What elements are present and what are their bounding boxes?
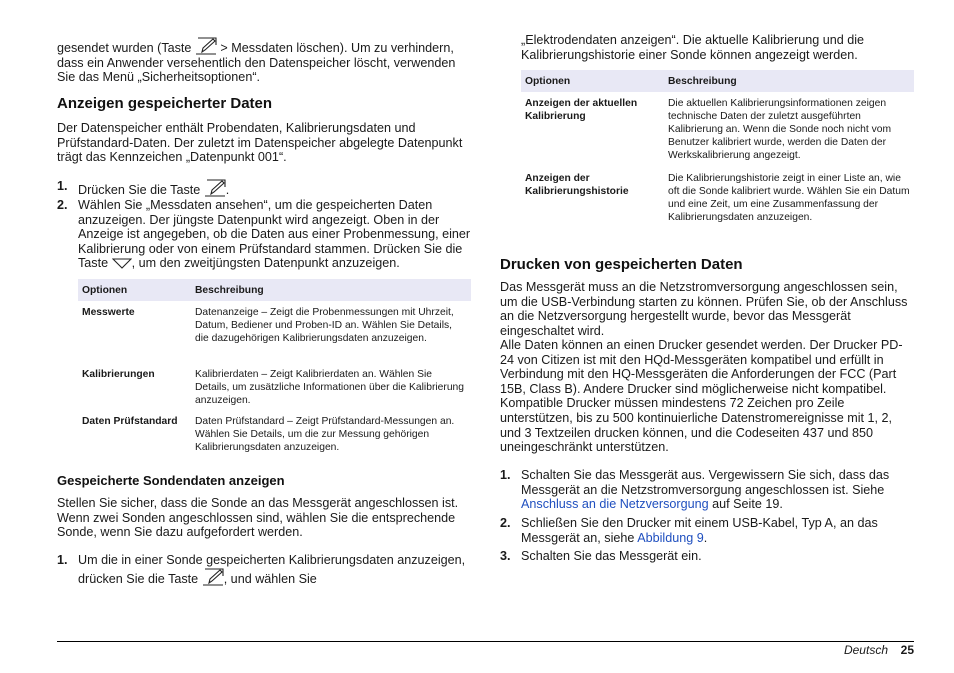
table-header-row [521, 70, 914, 92]
pencil-key-icon [204, 179, 226, 197]
footer-divider [57, 641, 914, 642]
step-item: 1. Drücken Sie die Taste . [57, 179, 230, 197]
down-arrow-key-icon [112, 258, 132, 270]
table-row: Messwerte Datenanzeige – Zeigt die Probenmessungen mit Uhrzeit, Datum, Bediener und Proben-ID an. Wählen Sie Details, die dazugehörigen Kalibrierungsdaten anzuzeigen. [82, 307, 454, 344]
step-item: 1. Schalten Sie das Messgerät aus. Vergewissern Sie sich, dass das Messgerät an die Netzstromversorgung angeschlossen ist. Siehe Anschluss an die Netzversorgung auf Seite 19. [500, 468, 890, 512]
intro-paragraph: gesendet wurden (Taste > Messdaten löschen). Um zu verhindern, dass ein Anwender versehentlich den Datenspeicher löscht, verwenden Sie das Menü „Sicherheitsoptionen“. [57, 37, 471, 85]
section-title-print-data: Drucken von gespeicherten Daten [500, 256, 743, 273]
section-title-stored-data: Anzeigen gespeicherter Daten [57, 95, 273, 112]
table-row: Kalibrierungen Kalibrierdaten – Zeigt Kalibrierdaten an. Wählen Sie Details, um zusätzliche Informationen über die Kalibrierung anzuzeigen. [82, 369, 465, 406]
section-title-probe-data: Gespeicherte Sondendaten anzeigen [57, 473, 285, 488]
options-table [521, 70, 914, 224]
section-paragraph: Stellen Sie sicher, dass die Sonde an das Messgerät angeschlossen ist. Wenn zwei Sonden angeschlossen sind, wählen Sie die entsprechende Sonde, wenn Sie dazu aufgefordert werden. [57, 496, 459, 540]
step-item: 2. Schließen Sie den Drucker mit einem USB-Kabel, Typ A, an das Messgerät an, siehe Abbildung 9. [500, 516, 878, 545]
options-table [78, 279, 471, 454]
column-header-options: Optionen [521, 70, 664, 92]
footer-language: Deutsch [843, 643, 888, 657]
step-item: 1. Um die in einer Sonde gespeicherten Kalibrierungsdaten anzuzeigen, drücken Sie die Taste , und wählen Sie [57, 553, 466, 586]
continued-step-text: „Elektrodendaten anzeigen“. Die aktuelle Kalibrierung und die Kalibrierungshistorie einer Sonde können angezeigt werden. [521, 33, 865, 62]
link-figure-9[interactable]: Abbildung 9 [637, 530, 704, 545]
section-paragraph: Der Datenspeicher enthält Probendaten, Kalibrierungsdaten und Prüfstandard-Daten. Der zuletzt im Datenspeicher abgelegte Datenpunkt trägt das Kennzeichen „Datenpunkt 001“. [57, 121, 463, 165]
section-paragraph: Alle Daten können an einen Drucker gesendet werden. Der Drucker PD-24 von Citizen ist mit den HQd-Messgeräten kompatibel und erfüllt in Verbindung mit den HQ-Messgeräten die Anforderungen der FCC (Part 15B, Class B). Andere Drucker sind möglicherweise nicht kompatibel. Kompatible Drucker müssen mindestens 72 Zeichen pro Zeile unterstützen, bis zu 500 kontinuierliche Datenstromereignisse mit 1, 2, und 3 Textzeilen drucken können, und die Codeseiten 437 und 850 uneingeschränkt unterstützen. [500, 338, 903, 455]
column-header-description: Beschreibung [664, 70, 914, 92]
table-header-row [78, 279, 471, 301]
section-paragraph: Das Messgerät muss an die Netzstromversorgung angeschlossen sein, um die USB-Verbindung starten zu können. Prüfen Sie, ob der Anschluss an die Netzversorgung hergestellt wurde, bevor das Messgerät eingeschaltet wird. [500, 280, 908, 338]
column-header-description: Beschreibung [191, 279, 471, 301]
page-number: 25 [900, 643, 914, 657]
pencil-key-icon [195, 37, 217, 55]
table-row: Anzeigen der aktuellen Kalibrierung Die aktuellen Kalibrierungsinformationen zeigen technische Daten der zuletzt ausgeführten Kalibrierung an. Wenn die Sonde noch nicht vom Benutzer kalibriert wurde, werden die Daten der Werkskalibrierung angezeigt. [525, 98, 892, 161]
link-power-connection[interactable]: Anschluss an die Netzversorgung [521, 497, 709, 512]
step-item: 2. Wählen Sie „Messdaten ansehen“, um die gespeicherten Daten anzuzeigen. Der jüngste Datenpunkt wird angezeigt. Oben in der Anzeige ist angegeben, ob die Daten aus einer Probenmessung, einer Kalibrierung oder von einem Prüfstandard stammen. Drücken Sie die Taste , um den zweitjüngsten Datenpunkt anzuzeigen. [57, 198, 471, 271]
table-row: Anzeigen der Kalibrierungshistorie Die Kalibrierungshistorie zeigt in einer Liste an, wie oft die Sonde kalibriert wurde. Wählen Sie ein Datum und eine Zeit, um eine Zusammenfassung der Kalibrierungsdaten anzuzeigen. [525, 173, 910, 223]
step-item: 3. Schalten Sie das Messgerät ein. [500, 549, 702, 563]
column-header-options: Optionen [78, 279, 191, 301]
table-row: Daten Prüfstandard Daten Prüfstandard – Zeigt Prüfstandard-Messungen an. Wählen Sie Details, um die zur Messung gehörigen Kalibrierungsdaten anzuzeigen. [82, 416, 455, 453]
pencil-key-icon [202, 568, 224, 586]
